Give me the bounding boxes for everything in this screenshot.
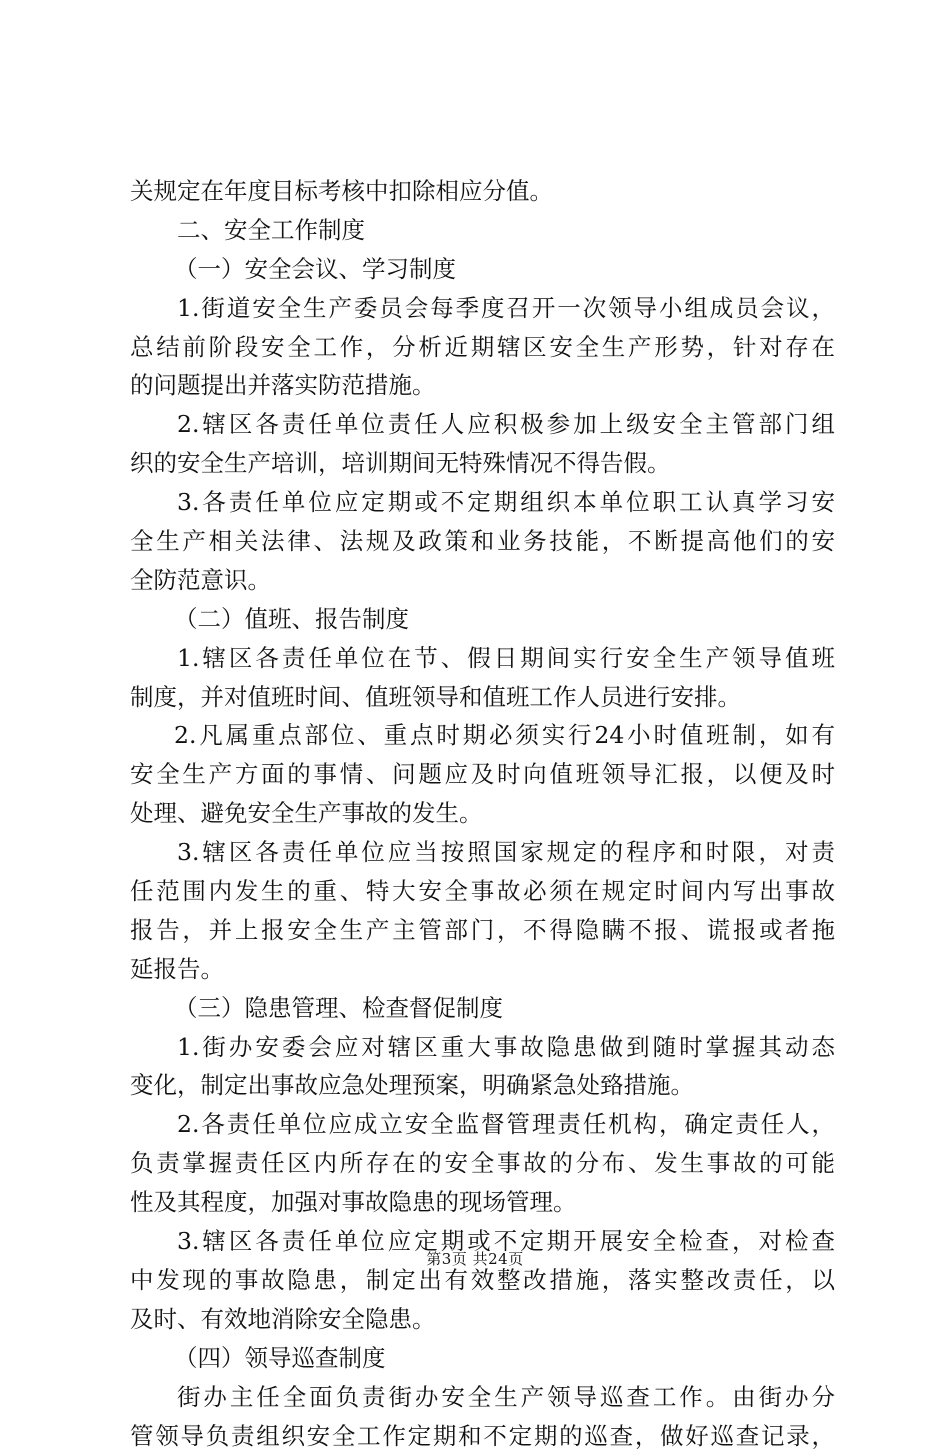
text-line: 中发现的事故隐患，制定出有效整改措施，落实整改责任，以 <box>130 1261 835 1300</box>
subsection-heading: （四）领导巡查制度 <box>130 1339 835 1378</box>
text-line: 总结前阶段安全工作，分析近期辖区安全生产形势，针对存在 <box>130 328 835 367</box>
text-line: 3.辖区各责任单位应定期或不定期开展安全检查，对检查 <box>130 1222 835 1261</box>
page-number: 第3页 共24页 <box>0 1248 950 1269</box>
text-line: 关规定在年度目标考核中扣除相应分值。 <box>130 172 835 211</box>
text-line: 延报告。 <box>130 950 835 989</box>
text-line: 1.辖区各责任单位在节、假日期间实行安全生产领导值班 <box>130 639 835 678</box>
text-line: 全生产相关法律、法规及政策和业务技能，不断提高他们的安 <box>130 522 835 561</box>
subsection-heading: （二）值班、报告制度 <box>130 600 835 639</box>
text-line: 任范围内发生的重、特大安全事故必须在规定时间内写出事故 <box>130 872 835 911</box>
text-line: 处理、避免安全生产事故的发生。 <box>130 794 835 833</box>
text-line: 3.各责任单位应定期或不定期组织本单位职工认真学习安 <box>130 483 835 522</box>
text-line: 的问题提出并落实防范措施。 <box>130 366 835 405</box>
text-line: 2.凡属重点部位、重点时期必须实行24小时值班制，如有 <box>130 716 835 755</box>
text-line: 制度，并对值班时间、值班领导和值班工作人员进行安排。 <box>130 678 835 717</box>
text-line: 2.各责任单位应成立安全监督管理责任机构，确定责任人， <box>130 1105 835 1144</box>
text-line: 1.街道安全生产委员会每季度召开一次领导小组成员会议， <box>130 289 835 328</box>
subsection-heading: （三）隐患管理、检查督促制度 <box>130 989 835 1028</box>
text-line: 性及其程度，加强对事故隐患的现场管理。 <box>130 1183 835 1222</box>
text-line: 织的安全生产培训，培训期间无特殊情况不得告假。 <box>130 444 835 483</box>
subsection-heading: （一）安全会议、学习制度 <box>130 250 835 289</box>
text-line: 及时、有效地消除安全隐患。 <box>130 1300 835 1339</box>
text-line: 街办主任全面负责街办安全生产领导巡查工作。由街办分 <box>130 1378 835 1417</box>
text-line: 2.辖区各责任单位责任人应积极参加上级安全主管部门组 <box>130 405 835 444</box>
text-line: 安全生产方面的事情、问题应及时向值班领导汇报，以便及时 <box>130 755 835 794</box>
text-line: 管领导负责组织安全工作定期和不定期的巡查，做好巡查记录， <box>130 1417 835 1455</box>
text-line: 3.辖区各责任单位应当按照国家规定的程序和时限，对责 <box>130 833 835 872</box>
text-line: 全防范意识。 <box>130 561 835 600</box>
text-line: 1.街办安委会应对辖区重大事故隐患做到随时掌握其动态 <box>130 1028 835 1067</box>
text-line: 变化，制定出事故应急处理预案，明确紧急处臵措施。 <box>130 1066 835 1105</box>
text-line: 负责掌握责任区内所存在的安全事故的分布、发生事故的可能 <box>130 1144 835 1183</box>
text-line: 报告，并上报安全生产主管部门，不得隐瞒不报、谎报或者拖 <box>130 911 835 950</box>
section-heading: 二、安全工作制度 <box>130 211 835 250</box>
